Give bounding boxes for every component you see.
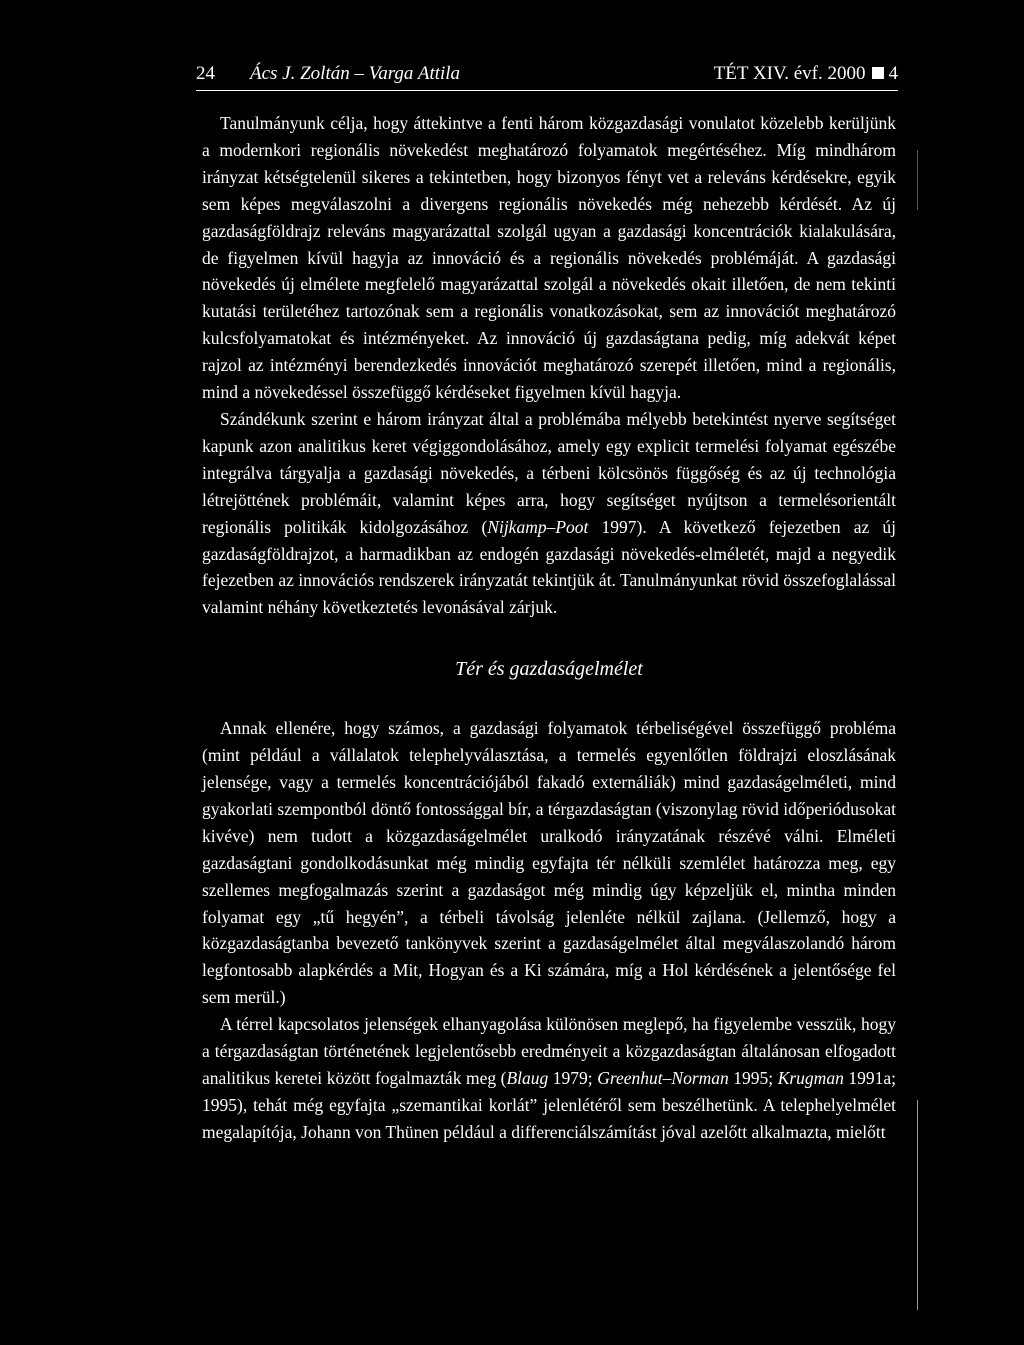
paragraph-4-text-b: 1979; bbox=[548, 1068, 598, 1088]
citation-blaug: Blaug bbox=[506, 1068, 549, 1088]
paragraph-2-text-b: 1997). A következő fejezetben az új gazdaságföldrajzot, a harmadikban az endogén gazdasági növekedés-elméletét, majd a negyedik fejezetben az innovációs rendszerek irányzatát tekintjük át. Tanulmányunkat rövid összefoglalással valamint néhány következtetés levonásával zárjuk. bbox=[202, 516, 896, 618]
paragraph-3: Annak ellenére, hogy számos, a gazdasági folyamatok térbeliségével összefüggő probléma (mint például a vállalatok telephelyválasztása, a termelés egyenlőtlen földrajzi eloszlásának jelensége, vagy a termelés koncentrációjából fakadó externáliák) mind gazdaságelméleti, mind gyakorlati szempontból döntő fontossággal bír, a térgazdaságtan (viszonylag rövid időperiódusokat kivéve) nem tudott a közgazdaságelmélet uralkodó irányzatának részévé válni. Elméleti gazdaságtani gondolkodásunkat még mindig egyfajta tér nélküli szemlélet határozza meg, egy szellemes megfogalmazás szerint a gazdaságot még mindig úgy képzeljük el, mintha minden folyamat egy „tű hegyén”, a térbeli távolság jelenléte nélkül zajlana. (Jellemző, hogy a közgazdaságtanba bevezető tankönyvek szerint a gazdaságelmélet által megválaszolandó három legfontosabb alapkérdés a Mit, Hogyan és a Ki számára, míg a Hol kérdésének a jelentősége fel sem merül.) bbox=[202, 718, 896, 1008]
page-number: 24 bbox=[196, 63, 215, 84]
running-header bbox=[196, 60, 898, 88]
paragraph-4-text-d: 1991a; 1995), tehát még egyfajta „szemantikai korlát” jelenlétéről sem beszélhetünk. A telephelyelmélet megalapítója, Johann von Thünen például a differenciálszámítást jóval azelőtt alkalmazta, mielőtt bbox=[202, 1068, 896, 1142]
running-header-journal bbox=[714, 60, 898, 88]
scan-edge-mark-bottom bbox=[917, 1100, 918, 1310]
paragraph-2 bbox=[202, 406, 896, 621]
citation-nijkamp-poot: Nijkamp–Poot bbox=[487, 516, 589, 537]
article-body bbox=[202, 110, 896, 1146]
running-header-authors: Ács J. Zoltán – Varga Attila bbox=[250, 63, 461, 84]
section-title: Tér és gazdaságelmélet bbox=[455, 658, 643, 681]
paragraph-4-text-c: 1995; bbox=[728, 1068, 778, 1088]
header-rule bbox=[196, 90, 898, 91]
paragraph-2-text-a: Szándékunk szerint e három irányzat által a problémába mélyebb betekintést nyerve segítséget kapunk azon analitikus keret végiggondolásához, amely egy explicit termelési folyamat egészébe integrálva tárgyalja a gazdasági növekedés, a térbeni kölcsönös függőség és az új technológia létrejöttének problémáit, valamint képes arra, hogy segítséget nyújtson a termelésorientált regionális politikák kidolgozásához ( bbox=[202, 408, 896, 537]
citation-krugman: Krugman bbox=[777, 1068, 844, 1088]
citation-greenhut-norman: Greenhut–Norman bbox=[597, 1068, 729, 1088]
scan-edge-mark-top bbox=[917, 150, 918, 210]
paragraph-4 bbox=[202, 1011, 896, 1146]
journal-issue: TÉT XIV. évf. 2000 bbox=[713, 63, 866, 84]
journal-issue-number: 4 bbox=[888, 63, 898, 84]
paragraph-1: Tanulmányunk célja, hogy áttekintve a fenti három közgazdasági vonulatot közelebb kerüljünk a modernkori regionális növekedést meghatározó folyamatok megértéséhez. Míg mindhárom irányzat kétségtelenül sikeres a tekintetben, hogy bizonyos fényt vet a releváns kérdésekre, egyik sem képes megválaszolni a divergens regionális növekedés még nehezebb kérdését. Az új gazdaságföldrajz releváns magyarázattal szolgál ugyan a gazdasági koncentrációk kialakulására, de figyelmen kívül hagyja az innováció és a regionális növekedés problémáját. A gazdasági növekedés új elmélete megfelelő magyarázattal szolgál a növekedés okait illetően, de nem tekinti kutatási területéhez tartozónak sem a regionális vonatkozásokat, sem az innovációt meghatározó kulcsfolyamatokat és intézményeket. Az innováció új gazdaságtana pedig, míg adekvát képet rajzol az intézményi berendezkedés innovációt meghatározó szerepét illetően, mind a regionális, mind a növekedéssel összefüggő kérdéseket figyelmen kívül hagyja. bbox=[202, 113, 896, 403]
paragraph-4-text-a: A térrel kapcsolatos jelenségek elhanyagolása különösen meglepő, ha figyelembe vesszük, hogy a térgazdaságtan történetének legjelentősebb eredményeit a közgazdaságtan általánosan elfogadott analitikus keretei között fogalmazták meg ( bbox=[202, 1014, 896, 1088]
filled-square-icon bbox=[872, 67, 884, 79]
